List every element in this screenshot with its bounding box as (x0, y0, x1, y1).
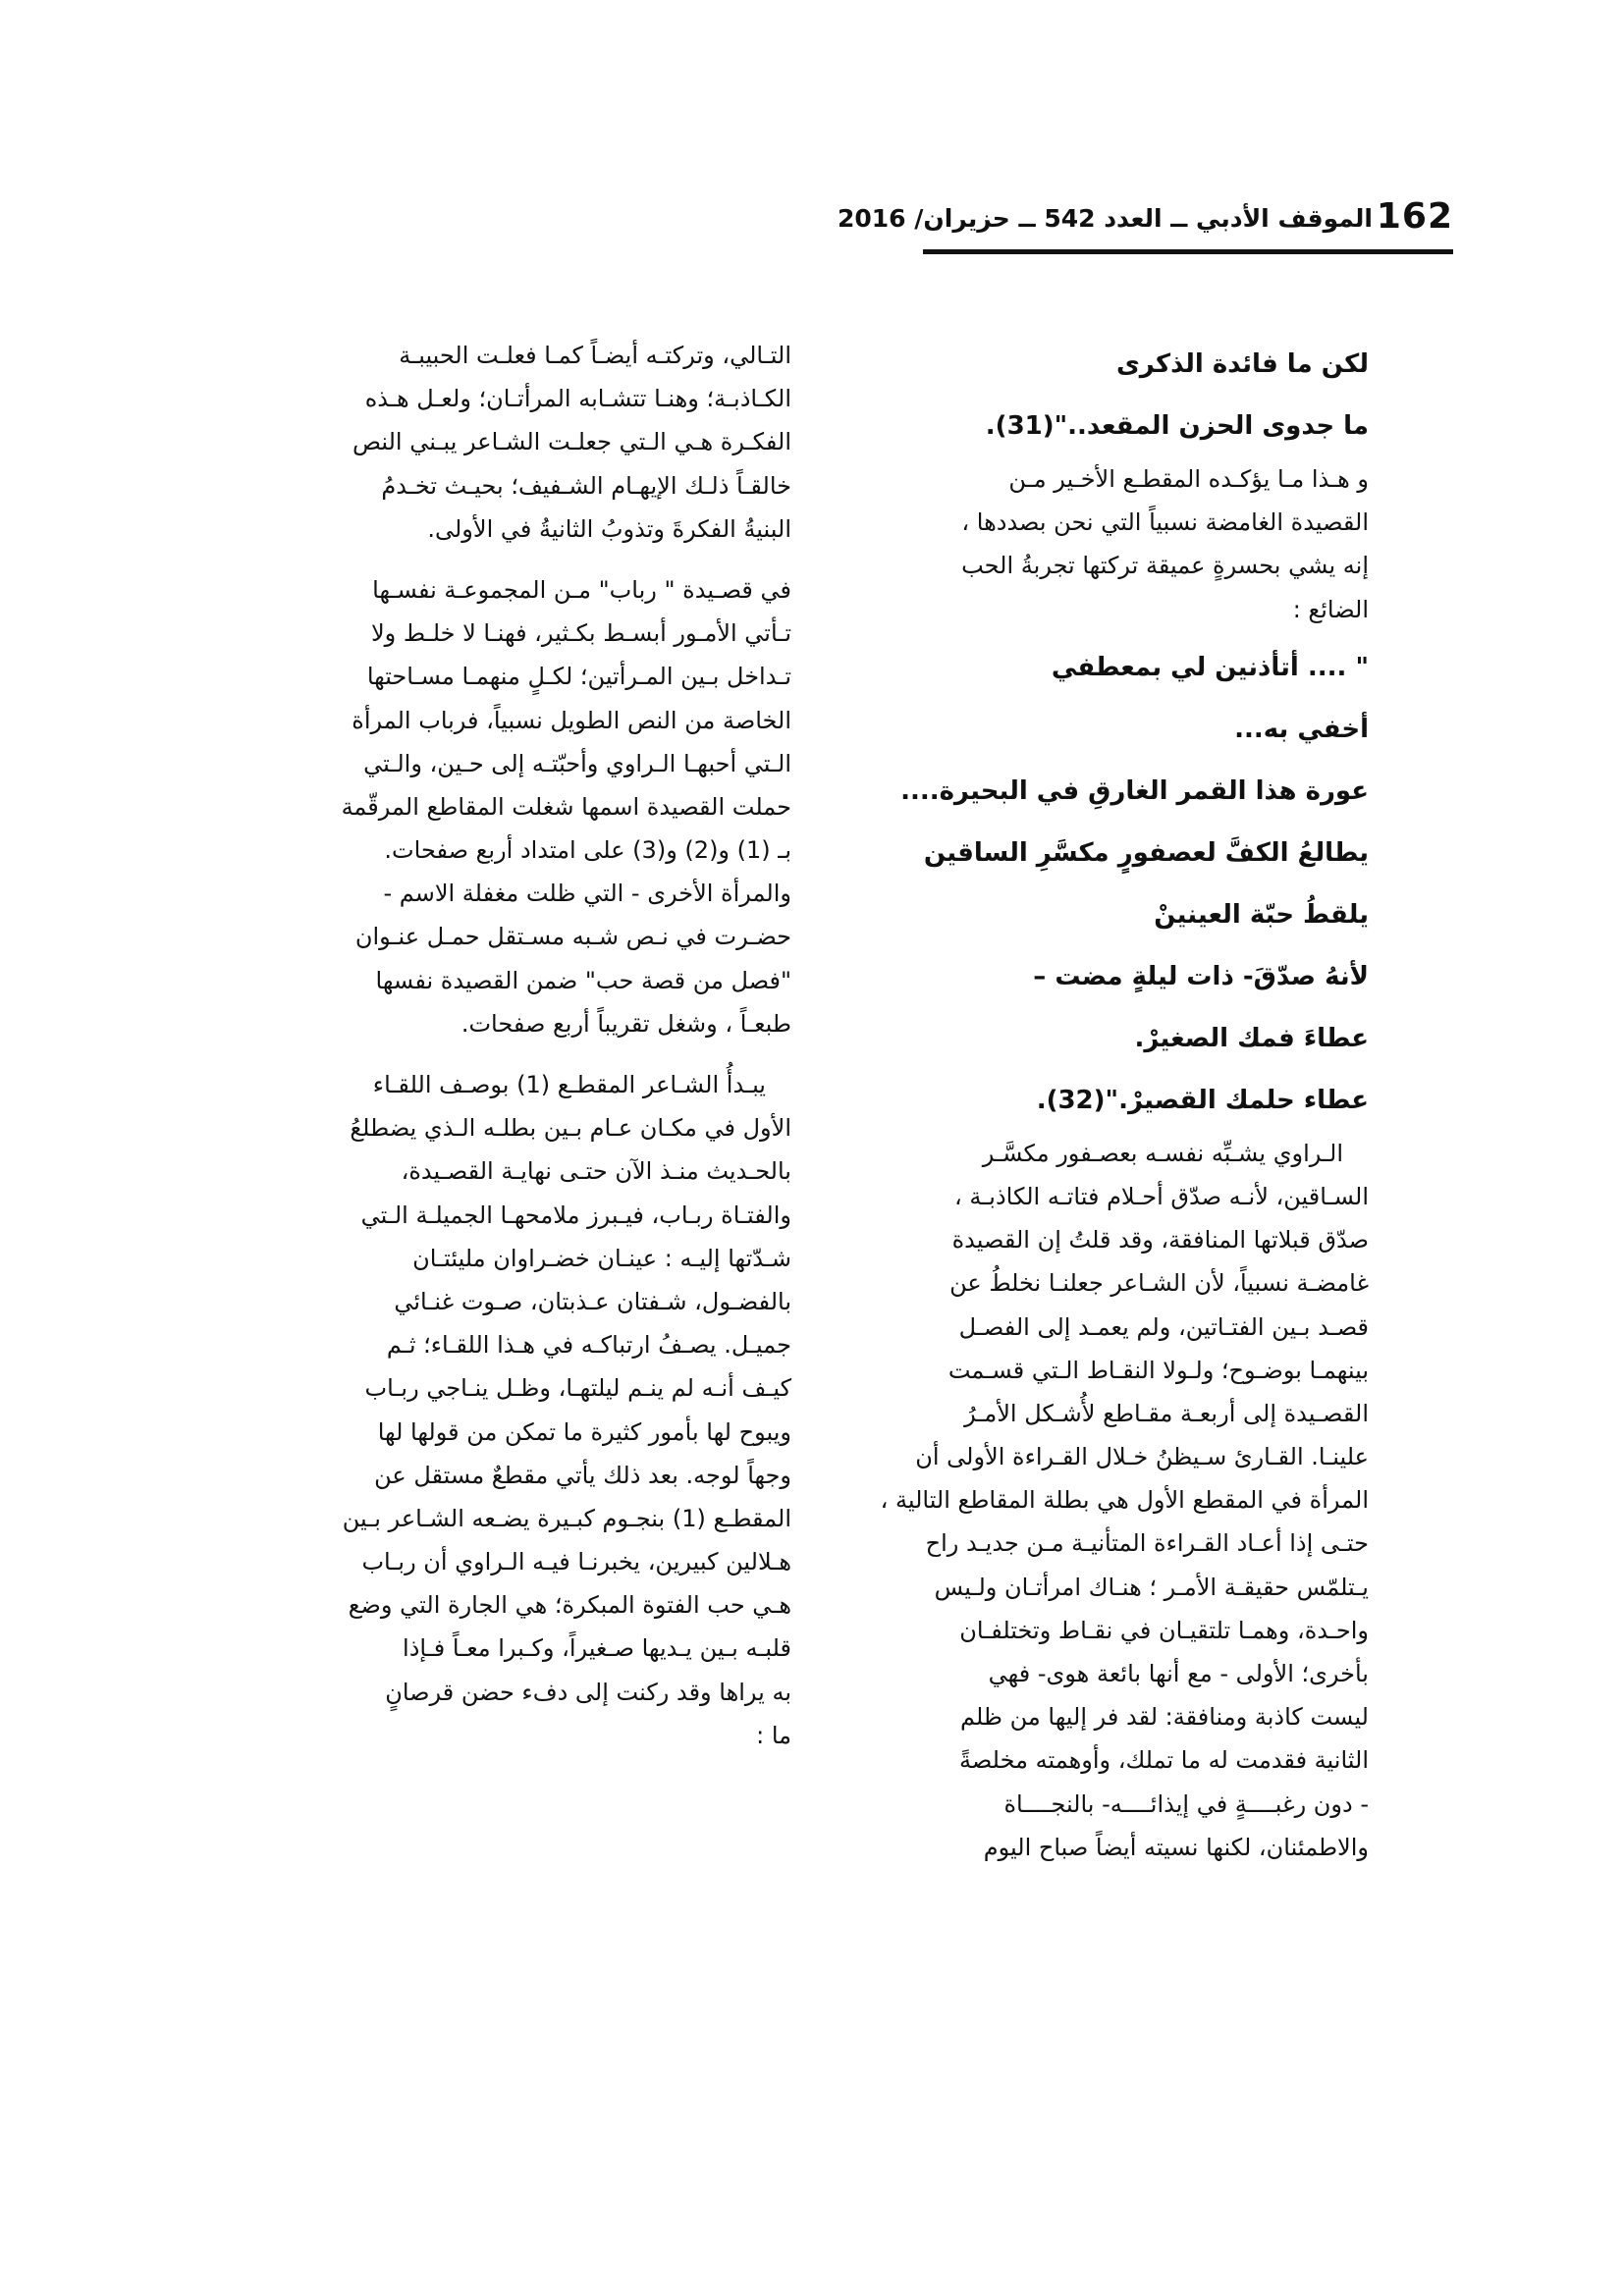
text-line: القصيدة الغامضة نسبياً التي نحن بصددها ، (961, 508, 1369, 537)
text-line: طبعـاً ، وشغل تقريباً أربع صفحات. (460, 1009, 791, 1038)
verse-line: يلقطُ حبّة العينينْ (1154, 899, 1369, 930)
text-line: في قصـيدة " رباب" مـن المجموعـة نفسـها (372, 575, 791, 604)
paragraph (846, 457, 1369, 631)
text-line: الأول في مكـان عـام بـين بطلـه الـذي يضطلعُ (350, 1114, 791, 1143)
text-line: والفتـاة ربـاب، فيـبرز ملامحهـا الجميلـة الـتي (360, 1201, 791, 1229)
text-line: الثانية فقدمت له ما تملك، وأوهمته مخلصةً (958, 1746, 1369, 1775)
verse-block-top (846, 334, 1369, 457)
text-line: ما : (756, 1721, 791, 1749)
text-line: يـتلمّس حقيقـة الأمـر ؛ هنـاك امرأتـان ولـيس (934, 1573, 1369, 1601)
text-line: حملت القصيدة اسمها شغلت المقاطع المرقّمة (341, 792, 791, 821)
left-column (265, 334, 791, 1757)
paragraph (265, 334, 791, 551)
text-line: بالفضـول، شـفتان عـذبتان، صـوت غنـائي (394, 1287, 791, 1315)
text-line: إنه يشي بحسرةٍ عميقة تركتها تجربةُ الحب (961, 552, 1369, 580)
running-header (837, 192, 1453, 251)
text-line: والمرأة الأخرى - التي ظلت مغفلة الاسم - (383, 880, 791, 908)
text-line: الخاصة من النص الطويل نسبياً، فرباب المرأة (352, 706, 791, 734)
journal-issue-title: الموقف الأدبي ــ العدد 542 ــ حزيران/ 2016 (837, 204, 1373, 233)
text-line: قصـد بـين الفتـاتين، ولم يعمـد إلى الفصـل (958, 1312, 1369, 1341)
text-line: تـداخل بـين المـرأتين؛ لكـلٍ منهمـا مسـاحتها (366, 663, 791, 691)
text-line: بـ (1) و(2) و(3) على امتداد أربع صفحات. (384, 836, 791, 865)
text-line: جميـل. يصـفُ ارتباكـه في هـذا اللقـاء؛ ثـم (386, 1331, 791, 1360)
text-line: هـلالين كبيرين، يخبرنـا فيـه الـراوي أن ربـاب (361, 1548, 791, 1576)
text-line: الكـاذبـة؛ وهنـا تتشـابه المرأتـان؛ ولعـل هـذه (364, 385, 791, 413)
text-line: والاطمئنان، لكنها نسيته أيضاً صباح اليوم (983, 1833, 1369, 1861)
text-line: السـاقين، لأنـه صدّق أحـلام فتاتـه الكاذبـة ، (954, 1182, 1369, 1210)
text-line: المرأة في المقطع الأول هي بطلة المقاطع التالية ، (880, 1486, 1369, 1515)
text-line: الـراوي يشـبِّه نفسـه بعصـفور مكسَّـر (982, 1139, 1343, 1167)
text-line: حتـى إذا أعـاد القـراءة المتأنيـة مـن جديـد راح (925, 1529, 1369, 1558)
text-line: صدّق قبلاتها المنافقة، وقد قلتُ إن القصيدة (951, 1226, 1369, 1255)
verse-line: عطاءَ فمك الصغيرْ. (1134, 1023, 1369, 1053)
text-line: علينـا. القـارئ سـيظنُ خـلال القـراءة الأولى أن (915, 1443, 1369, 1471)
page-number: 162 (1376, 196, 1453, 237)
text-line: القصـيدة إلى أربعـة مقـاطع لأُشـكل الأمـرُ (964, 1399, 1369, 1427)
text-line: ويبوح لها بأمور كثيرة ما تمكن من قولها لها (377, 1417, 791, 1446)
verse-block-quote (846, 637, 1369, 1132)
paragraph (846, 1132, 1369, 1869)
text-line: بينهمـا بوضـوح؛ ولـولا النقـاط الـتي قسـمت (947, 1356, 1369, 1384)
paragraph (265, 568, 791, 1045)
verse-line: عطاء حلمك القصيرْ."(32). (1036, 1085, 1369, 1115)
text-line: ليست كاذبة ومنافقة: لقد فر إليها من ظلم (960, 1703, 1369, 1732)
text-line: شـدّتها إليـه : عينـان خضـراوان مليئتـان (412, 1244, 791, 1272)
paragraph (265, 1063, 791, 1757)
right-column (846, 334, 1369, 1869)
text-line: البنيةُ الفكرةَ وتذوبُ الثانيةُ في الأولى. (427, 514, 791, 543)
text-line: بالحـديث منـذ الآن حتـى نهايـة القصـيدة، (401, 1157, 791, 1186)
text-line: وجهاً لوجه. بعد ذلك يأتي مقطعٌ مستقل عن (374, 1461, 791, 1489)
text-line: تـأتي الأمـور أبسـط بكـثير، فهنـا لا خلـط ولا (370, 619, 791, 648)
verse-line: عورة هذا القمر الغارقِ في البحيرة.... (900, 775, 1369, 806)
text-line: كيـف أنـه لم ينـم ليلتهـا، وظـل ينـاجي ربـاب (364, 1374, 791, 1403)
text-line: الفكـرة هـي الـتي جعلـت الشـاعر يبـني النص (352, 428, 791, 456)
verse-line: لكن ما فائدة الذكرى (1115, 349, 1369, 379)
text-line: هـي حب الفتوة المبكرة؛ هي الجارة التي وضع (348, 1591, 791, 1620)
header-rule (923, 249, 1453, 254)
verse-line: " .... أتأذنين لي بمعطفي (1051, 652, 1369, 682)
text-line: به يراها وقد ركنت إلى دفء حضن قرصانٍ (385, 1678, 791, 1706)
text-line: قلبـه بـين يـديها صـغيراً، وكـبرا معـاً فـإذا (403, 1634, 791, 1663)
text-line: خالقـاً ذلـك الإيهـام الشـفيف؛ بحيـث تخـدمُ (381, 471, 791, 500)
verse-line: يطالعُ الكفَّ لعصفورٍ مكسَّرِ الساقين (923, 837, 1369, 868)
text-line: بأخرى؛ الأولى - مع أنها بائعة هوى- فهي (988, 1660, 1369, 1687)
text-line: حضـرت في نـص شـبه مسـتقل حمـل عنـوان (354, 923, 791, 951)
text-line: التـالي، وتركتـه أيضـاً كمـا فعلـت الحبيبـة (399, 342, 791, 369)
text-line: - دون رغبــــةٍ في إيذائــــه- بالنجــــاة (1003, 1789, 1369, 1818)
text-line: المقطـع (1) بنجـوم كبـيرة يضـعه الشـاعر بـين (342, 1504, 791, 1532)
verse-line: ما جدوى الحزن المقعد.."(31). (985, 411, 1369, 441)
text-line: و هـذا مـا يؤكـده المقطـع الأخـير مـن (1008, 465, 1369, 493)
verse-line: أخفي به... (1234, 714, 1369, 744)
verse-line: لأنهُ صدّقَ- ذات ليلةٍ مضت – (1033, 961, 1369, 991)
text-line: الـتي أحبهـا الـراوي وأحبّتـه إلى حـين، والـتي (363, 749, 791, 777)
text-line: غامضـة نسبياً، لأن الشـاعر جعلنـا نخلطُ عن (949, 1269, 1369, 1298)
text-line: الضائع : (1292, 595, 1369, 623)
text-line: يبـدأُ الشـاعر المقطـع (1) بوصـف اللقـاء (372, 1071, 766, 1098)
text-line: واحـدة، وهمـا تلتقيـان في نقـاط وتختلفـان (959, 1616, 1369, 1644)
text-line: "فصل من قصة حب" ضمن القصيدة نفسها (375, 966, 791, 994)
